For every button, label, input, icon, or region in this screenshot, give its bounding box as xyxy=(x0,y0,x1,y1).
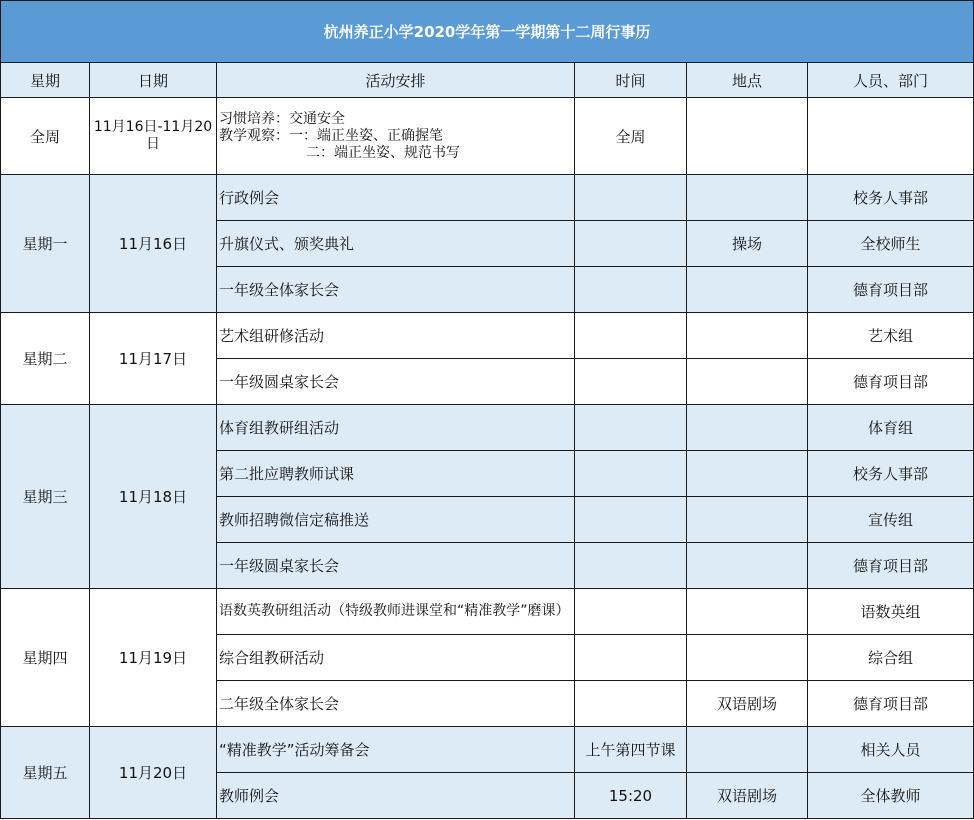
time-cell[interactable] xyxy=(575,313,687,359)
time-cell[interactable] xyxy=(575,589,687,635)
activity-cell[interactable]: 教师例会 xyxy=(217,773,575,819)
activity-cell[interactable]: 一年级圆桌家长会 xyxy=(217,359,575,405)
place-cell[interactable] xyxy=(687,405,808,451)
time-cell[interactable] xyxy=(575,681,687,727)
weekday-cell[interactable]: 星期一 xyxy=(1,175,90,313)
header-time[interactable]: 时间 xyxy=(575,63,687,98)
place-cell[interactable] xyxy=(687,543,808,589)
week-activity-line: 教学观察：一：端正坐姿、正确握笔 xyxy=(219,127,443,144)
dept-cell[interactable]: 全体教师 xyxy=(808,773,974,819)
week-activity-line: 二：端正坐姿、规范书写 xyxy=(306,144,460,161)
place-cell[interactable] xyxy=(687,175,808,221)
dept-cell[interactable]: 德育项目部 xyxy=(808,543,974,589)
activity-cell[interactable]: 升旗仪式、颁奖典礼 xyxy=(217,221,575,267)
weekday-cell[interactable]: 星期四 xyxy=(1,589,90,727)
header-activity[interactable]: 活动安排 xyxy=(217,63,575,98)
time-cell[interactable] xyxy=(575,175,687,221)
week-date-cell[interactable]: 11月16日-11月20日 xyxy=(90,98,217,175)
activity-cell[interactable]: 教师招聘微信定稿推送 xyxy=(217,497,575,543)
place-cell[interactable] xyxy=(687,451,808,497)
time-cell[interactable] xyxy=(575,405,687,451)
time-cell[interactable] xyxy=(575,497,687,543)
place-cell[interactable] xyxy=(687,267,808,313)
week-time-cell[interactable]: 全周 xyxy=(575,98,687,175)
table-row xyxy=(1,727,974,773)
table-row xyxy=(1,175,974,221)
activity-cell[interactable]: 艺术组研修活动 xyxy=(217,313,575,359)
time-cell[interactable] xyxy=(575,451,687,497)
activity-cell[interactable]: 行政例会 xyxy=(217,175,575,221)
dept-cell[interactable]: 全校师生 xyxy=(808,221,974,267)
header-date[interactable]: 日期 xyxy=(90,63,217,98)
dept-cell[interactable]: 相关人员 xyxy=(808,727,974,773)
dept-cell[interactable]: 校务人事部 xyxy=(808,175,974,221)
activity-cell[interactable]: 第二批应聘教师试课 xyxy=(217,451,575,497)
weekday-cell[interactable]: 星期二 xyxy=(1,313,90,405)
week-place-cell[interactable] xyxy=(687,98,808,175)
sheet-title[interactable]: 杭州养正小学2020学年第一学期第十二周行事历 xyxy=(1,1,974,63)
time-cell[interactable]: 上午第四节课 xyxy=(575,727,687,773)
header-row xyxy=(1,63,974,98)
header-place[interactable]: 地点 xyxy=(687,63,808,98)
dept-cell[interactable]: 语数英组 xyxy=(808,589,974,635)
time-cell[interactable] xyxy=(575,359,687,405)
activity-cell[interactable]: 一年级全体家长会 xyxy=(217,267,575,313)
activity-cell[interactable]: “精准教学”活动筹备会 xyxy=(217,727,575,773)
dept-cell[interactable]: 体育组 xyxy=(808,405,974,451)
week-activity-cell[interactable] xyxy=(217,98,575,175)
week-day-cell[interactable]: 全周 xyxy=(1,98,90,175)
time-cell[interactable] xyxy=(575,221,687,267)
place-cell[interactable]: 操场 xyxy=(687,221,808,267)
activity-cell[interactable]: 综合组教研活动 xyxy=(217,635,575,681)
time-cell[interactable] xyxy=(575,267,687,313)
time-cell[interactable] xyxy=(575,543,687,589)
header-weekday[interactable]: 星期 xyxy=(1,63,90,98)
table-row xyxy=(1,313,974,359)
table-row xyxy=(1,405,974,451)
activity-cell[interactable]: 一年级圆桌家长会 xyxy=(217,543,575,589)
title-row xyxy=(1,1,974,63)
date-cell[interactable]: 11月16日 xyxy=(90,175,217,313)
dept-cell[interactable]: 德育项目部 xyxy=(808,359,974,405)
time-cell[interactable] xyxy=(575,635,687,681)
place-cell[interactable] xyxy=(687,635,808,681)
dept-cell[interactable]: 艺术组 xyxy=(808,313,974,359)
place-cell[interactable]: 双语剧场 xyxy=(687,773,808,819)
date-cell[interactable]: 11月17日 xyxy=(90,313,217,405)
header-dept[interactable]: 人员、部门 xyxy=(808,63,974,98)
time-cell[interactable]: 15:20 xyxy=(575,773,687,819)
weekday-cell[interactable]: 星期五 xyxy=(1,727,90,819)
table-row xyxy=(1,589,974,635)
activity-cell[interactable]: 体育组教研组活动 xyxy=(217,405,575,451)
activity-cell[interactable]: 二年级全体家长会 xyxy=(217,681,575,727)
week-dept-cell[interactable] xyxy=(808,98,974,175)
date-cell[interactable]: 11月18日 xyxy=(90,405,217,589)
dept-cell[interactable]: 德育项目部 xyxy=(808,681,974,727)
place-cell[interactable] xyxy=(687,727,808,773)
week-row xyxy=(1,98,974,175)
place-cell[interactable] xyxy=(687,589,808,635)
place-cell[interactable] xyxy=(687,497,808,543)
place-cell[interactable] xyxy=(687,359,808,405)
date-cell[interactable]: 11月19日 xyxy=(90,589,217,727)
place-cell[interactable] xyxy=(687,313,808,359)
dept-cell[interactable]: 宣传组 xyxy=(808,497,974,543)
weekday-cell[interactable]: 星期三 xyxy=(1,405,90,589)
place-cell[interactable]: 双语剧场 xyxy=(687,681,808,727)
week-activity-line: 习惯培养：交通安全 xyxy=(219,110,345,127)
dept-cell[interactable]: 综合组 xyxy=(808,635,974,681)
dept-cell[interactable]: 校务人事部 xyxy=(808,451,974,497)
activity-cell[interactable]: 语数英教研组活动（特级教师进课堂和“精准教学”磨课） xyxy=(217,589,575,635)
dept-cell[interactable]: 德育项目部 xyxy=(808,267,974,313)
date-cell[interactable]: 11月20日 xyxy=(90,727,217,819)
